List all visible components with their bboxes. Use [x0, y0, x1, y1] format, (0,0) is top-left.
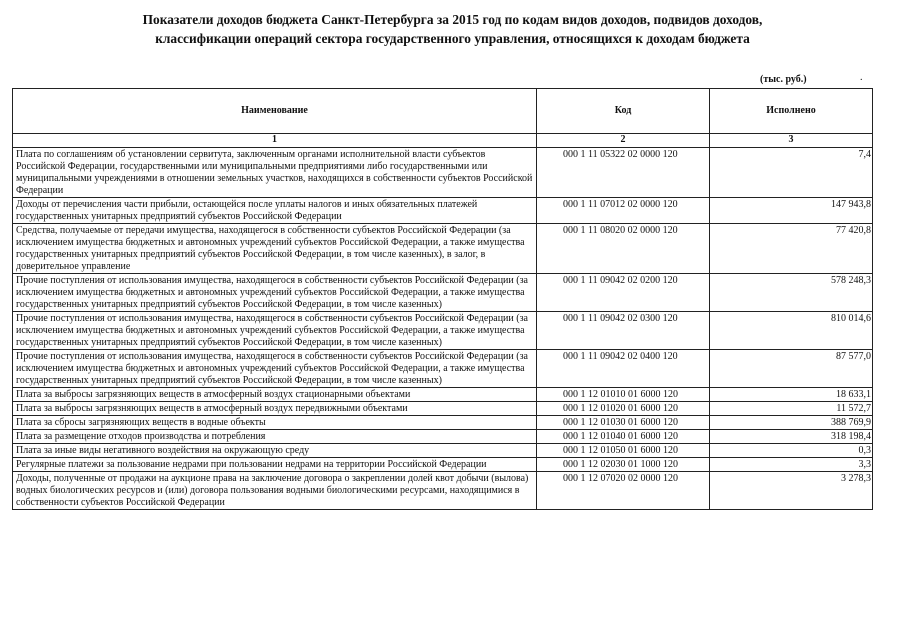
row-amount: 318 198,4	[710, 430, 873, 444]
row-name: Плата за выбросы загрязняющих веществ в атмосферный воздух передвижными объектами	[13, 402, 537, 416]
row-code: 000 1 12 01050 01 6000 120	[537, 444, 710, 458]
row-name: Доходы, полученные от продажи на аукционе права на заключение договора о закреплении долей квот добычи (вылова) водных биологических ресурсов и (или) договора пользования водными биологическими ресурсами, находящимися в собственности субъектов Российской Федерации	[13, 472, 537, 510]
row-name: Прочие поступления от использования имущества, находящегося в собственности субъектов Российской Федерации (за исключением имущества бюджетных и автономных учреждений субъектов Российской Федерации, а также имущества государственных унитарных предприятий субъектов Российской Федерации, в том числе казенных)	[13, 274, 537, 312]
column-number: 3	[710, 134, 873, 148]
row-amount: 18 633,1	[710, 388, 873, 402]
row-code: 000 1 12 01010 01 6000 120	[537, 388, 710, 402]
row-name: Регулярные платежи за пользование недрами при пользовании недрами на территории Российской Федерации	[13, 458, 537, 472]
row-amount: 77 420,8	[710, 224, 873, 274]
table-row	[13, 402, 873, 416]
row-code: 000 1 11 09042 02 0400 120	[537, 350, 710, 388]
row-amount: 3 278,3	[710, 472, 873, 510]
row-amount: 147 943,8	[710, 198, 873, 224]
row-code: 000 1 11 08020 02 0000 120	[537, 224, 710, 274]
row-name: Плата за сбросы загрязняющих веществ в водные объекты	[13, 416, 537, 430]
row-code: 000 1 12 02030 01 1000 120	[537, 458, 710, 472]
table-row	[13, 274, 873, 312]
row-name: Плата за размещение отходов производства и потребления	[13, 430, 537, 444]
units-mark: .	[860, 72, 863, 83]
column-number: 2	[537, 134, 710, 148]
row-name: Прочие поступления от использования имущества, находящегося в собственности субъектов Российской Федерации (за исключением имущества бюджетных и автономных учреждений субъектов Российской Федерации, а также имущества государственных унитарных предприятий субъектов Российской Федерации, в том числе казенных)	[13, 312, 537, 350]
table-row	[13, 472, 873, 510]
table-row	[13, 350, 873, 388]
row-amount: 578 248,3	[710, 274, 873, 312]
table-row	[13, 312, 873, 350]
row-code: 000 1 11 07012 02 0000 120	[537, 198, 710, 224]
row-name: Плата по соглашениям об установлении сервитута, заключенным органами исполнительной власти субъектов Российской Федерации, государственными или муниципальными предприятиями либо государственными или муниципальными учреждениями в отношении земельных участков, находящихся в собственности субъектов Российской Федерации	[13, 148, 537, 198]
table-row	[13, 224, 873, 274]
row-amount: 11 572,7	[710, 402, 873, 416]
row-name: Плата за выбросы загрязняющих веществ в атмосферный воздух стационарными объектами	[13, 388, 537, 402]
row-amount: 810 014,6	[710, 312, 873, 350]
row-code: 000 1 11 09042 02 0300 120	[537, 312, 710, 350]
row-code: 000 1 12 07020 02 0000 120	[537, 472, 710, 510]
row-code: 000 1 12 01030 01 6000 120	[537, 416, 710, 430]
row-code: 000 1 12 01040 01 6000 120	[537, 430, 710, 444]
table-header-row	[13, 89, 873, 134]
table-row	[13, 458, 873, 472]
table-row	[13, 388, 873, 402]
table-row	[13, 148, 873, 198]
column-header-name: Наименование	[13, 89, 537, 134]
title-line-1: Показатели доходов бюджета Санкт-Петербурга за 2015 год по кодам видов доходов, подвидов доходов,	[142, 12, 763, 27]
table-row	[13, 444, 873, 458]
row-amount: 87 577,0	[710, 350, 873, 388]
row-amount: 0,3	[710, 444, 873, 458]
title-line-2: классификации операций сектора государственного управления, относящихся к доходам бюджета	[155, 31, 750, 46]
row-amount: 7,4	[710, 148, 873, 198]
row-code: 000 1 11 09042 02 0200 120	[537, 274, 710, 312]
row-name: Прочие поступления от использования имущества, находящегося в собственности субъектов Российской Федерации (за исключением имущества бюджетных и автономных учреждений субъектов Российской Федерации, а также имущества государственных унитарных предприятий субъектов Российской Федерации, в том числе казенных)	[13, 350, 537, 388]
row-code: 000 1 11 05322 02 0000 120	[537, 148, 710, 198]
table-row	[13, 430, 873, 444]
table-row	[13, 198, 873, 224]
column-header-amount: Исполнено	[710, 89, 873, 134]
row-amount: 3,3	[710, 458, 873, 472]
row-name: Доходы от перечисления части прибыли, остающейся после уплаты налогов и иных обязательных платежей государственных унитарных предприятий субъектов Российской Федерации	[13, 198, 537, 224]
row-code: 000 1 12 01020 01 6000 120	[537, 402, 710, 416]
table-row	[13, 416, 873, 430]
row-amount: 388 769,9	[710, 416, 873, 430]
revenue-table	[12, 88, 873, 510]
column-number-row	[13, 134, 873, 148]
units-label: (тыс. руб.)	[760, 74, 807, 85]
column-header-code: Код	[537, 89, 710, 134]
document-title	[0, 10, 905, 48]
column-number: 1	[13, 134, 537, 148]
row-name: Средства, получаемые от передачи имущества, находящегося в собственности субъектов Российской Федерации (за исключением имущества бюджетных и автономных учреждений субъектов Российской Федерации, а также имущества государственных унитарных предприятий субъектов Российской Федерации, в том числе казенных), в залог, в доверительное управление	[13, 224, 537, 274]
row-name: Плата за иные виды негативного воздействия на окружающую среду	[13, 444, 537, 458]
